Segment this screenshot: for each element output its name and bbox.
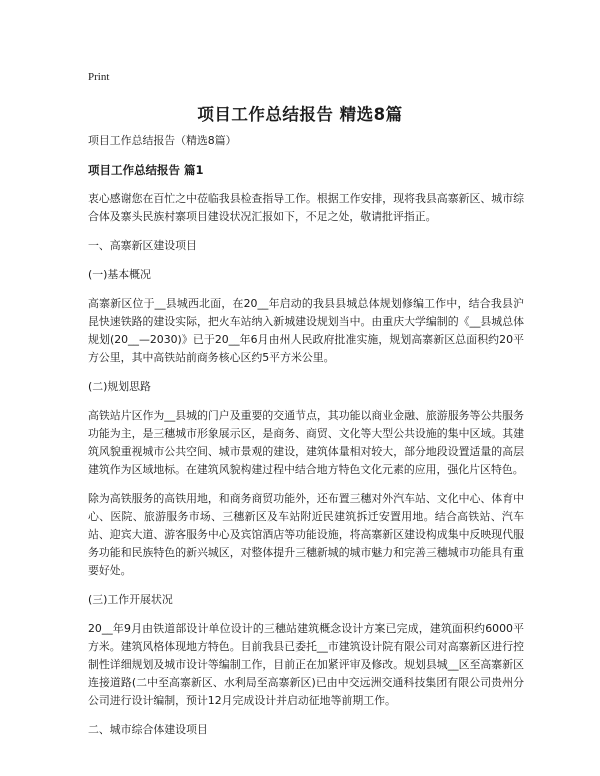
heading-planning-ideas: (二)规划思路 [88, 380, 151, 393]
heading-urban-complex: 二、城市综合体建设项目 [88, 723, 208, 736]
document-subtitle: 项目工作总结报告（精选8篇） [88, 134, 237, 147]
overview-paragraph: 高寨新区位于__县城西北面，在20__年启动的我县县城总体规划修编工作中，结合我县沪昆快速铁路的建设实际，把火车站纳入新城建设规划当中。由重庆大学编制的《__县城总体规划(20__—2030)》已于20__年6月由州人民政府批准实施，规划高寨新区总面积约20平方公里，其中高铁站前商务核心区约5平方米公里。 [88, 297, 524, 364]
heading-gaozhai-project: 一、高寨新区建设项目 [88, 239, 197, 252]
planning-paragraph-2: 除为高铁服务的高铁用地，和商务商贸功能外，还布置三穗对外汽车站、文化中心、体育中心、医院、旅游服务市场、三穗新区及车站附近民建筑拆迁安置用地。结合高铁站、汽车站、迎宾大道、游客服务中心及宾馆酒店等功能设施，将高寨新区建设构成集中反映现代服务功能和民族特色的新兴城区，对整体提升三穗新城的城市魅力和完善三穗城市功能具有重要好处。 [88, 492, 524, 577]
heading-basic-overview: (一)基本概况 [88, 268, 151, 281]
intro-paragraph: 衷心感谢您在百忙之中莅临我县检查指导工作。根据工作安排，现将我县高寨新区、城市综合体及寨头民族村寨项目建设状况汇报如下，不足之处，敬请批评指正。 [88, 192, 524, 223]
print-label: Print [88, 71, 110, 83]
planning-paragraph-1: 高铁站片区作为__县城的门户及重要的交通节点，其功能以商业金融、旅游服务等公共服务功能为主，是三穗城市形象展示区，是商务、商贸、文化等大型公共设施的集中区域。其建筑风貌重视城市公共空间、城市景观的建设，建筑体量相对较大，部分地段设置适量的高层建筑作为区域地标。在建筑风貌构建过程中结合地方特色文化元素的应用，强化片区特色。 [88, 409, 524, 476]
section-heading: 项目工作总结报告 篇1 [88, 163, 204, 177]
progress-paragraph: 20__年9月由铁道部设计单位设计的三穗站建筑概念设计方案已完成，建筑面积约6000平方米。建筑风格体现地方特色。目前我县已委托__市建筑设计院有限公司对高寨新区进行控制性详细规划及城市设计等编制工作，目前正在加紧评审及修改。规划县城__区至高寨新区连接道路(二中至高寨新区、水利局至高寨新区)已由中交远洲交通科技集团有限公司贵州分公司进行设计编制，预计12月完成设计并启动征地等前期工作。 [88, 622, 524, 707]
heading-work-progress: (三)工作开展状况 [88, 593, 173, 606]
document-body [88, 132, 524, 750]
document-title: 项目工作总结报告 精选8篇 [197, 105, 403, 124]
